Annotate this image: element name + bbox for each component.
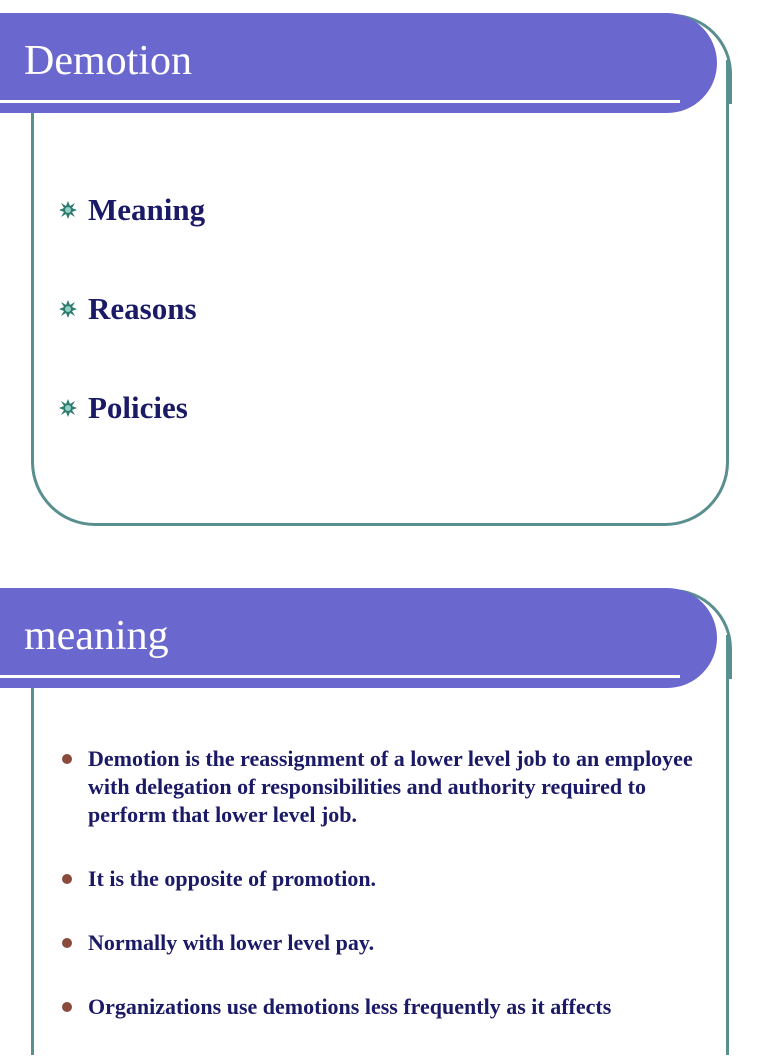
list-item xyxy=(58,190,205,230)
topic-list xyxy=(58,190,205,487)
starburst-bullet-icon xyxy=(58,398,78,418)
list-item-label: Reasons xyxy=(88,291,197,326)
round-dot-bullet-icon xyxy=(62,1002,72,1012)
list-item xyxy=(58,993,708,1021)
list-item-label: Meaning xyxy=(88,192,206,227)
slide-meaning xyxy=(0,575,768,1024)
list-item-text: It is the opposite of promotion. xyxy=(88,866,377,891)
starburst-bullet-icon xyxy=(58,299,78,319)
list-item xyxy=(58,865,708,893)
title-bar xyxy=(0,588,717,688)
title-bar xyxy=(0,13,717,113)
title-underline xyxy=(0,100,680,103)
list-item xyxy=(58,745,708,829)
title-underline xyxy=(0,675,680,678)
round-dot-bullet-icon xyxy=(62,938,72,948)
starburst-bullet-icon xyxy=(58,200,78,220)
slide-title: meaning xyxy=(24,613,169,659)
round-dot-bullet-icon xyxy=(62,754,72,764)
list-item xyxy=(58,929,708,957)
list-item-label: Policies xyxy=(88,390,188,425)
list-item-text: Normally with lower level pay. xyxy=(88,930,375,955)
meaning-list xyxy=(58,745,708,1057)
slide-title: Demotion xyxy=(24,38,192,84)
list-item xyxy=(58,388,205,428)
round-dot-bullet-icon xyxy=(62,874,72,884)
list-item xyxy=(58,289,205,329)
list-item-text: Organizations use demotions less frequently as it affects xyxy=(88,994,612,1019)
list-item-text: Demotion is the reassignment of a lower level job to an employee with delegation of responsibilities and authority required to perform that lower level job. xyxy=(88,746,693,827)
